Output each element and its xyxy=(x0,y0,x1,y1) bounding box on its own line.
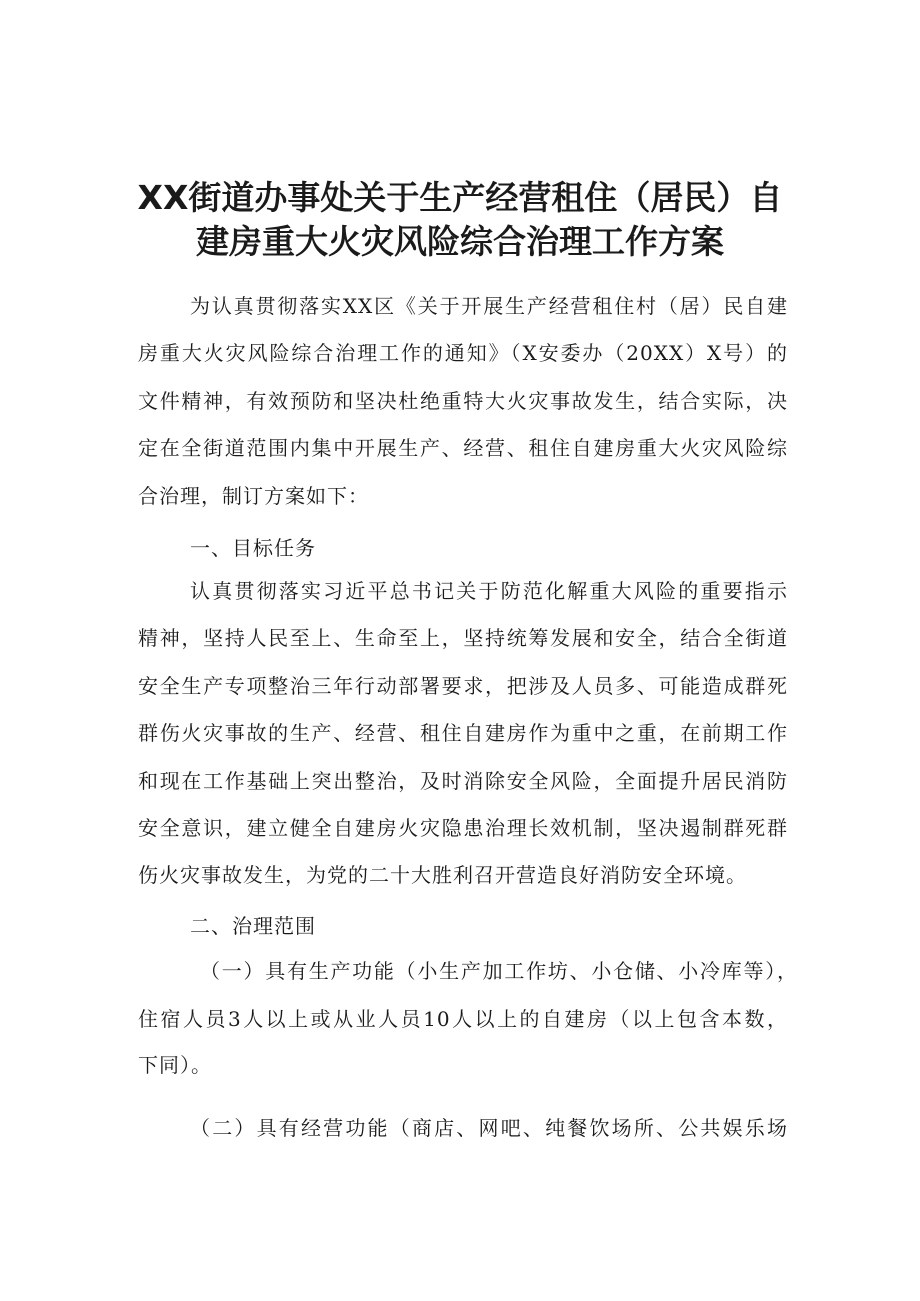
intro-paragraph-line: 文件精神，有效预防和坚决杜绝重特大火灾事故发生，结合实际，决 xyxy=(138,389,788,413)
section1-paragraph-line: 安全生产专项整治三年行动部署要求，把涉及人员多、可能造成群死 xyxy=(138,674,788,698)
section1-paragraph-line: 和现在工作基础上突出整治，及时消除安全风险，全面提升居民消防 xyxy=(138,769,788,793)
section1-paragraph-line: 群伤火灾事故的生产、经营、租住自建房作为重中之重，在前期工作 xyxy=(138,721,788,745)
intro-paragraph-line: 定在全街道范围内集中开展生产、经营、租住自建房重大火灾风险综 xyxy=(138,436,788,460)
document-title-line-1: XX街道办事处关于生产经营租住（居民）自 xyxy=(137,178,783,217)
section1-paragraph-line: 认真贯彻落实习近平总书记关于防范化解重大风险的重要指示 xyxy=(190,579,788,603)
scope-item-2-line: （二）具有经营功能（商店、网吧、纯餐饮场所、公共娱乐场 xyxy=(190,1116,788,1140)
scope-item-1-line: 住宿人员3人以上或从业人员10人以上的自建房（以上包含本数， xyxy=(138,1007,788,1031)
section1-paragraph-line: 伤火灾事故发生，为党的二十大胜利召开营造良好消防安全环境。 xyxy=(138,863,747,887)
intro-paragraph-line: 房重大火灾风险综合治理工作的通知》（X安委办（20XX）X号）的 xyxy=(138,341,788,365)
scope-item-1-line: （一）具有生产功能（小生产加工作坊、小仓储、小冷库等）， xyxy=(200,959,798,983)
section-heading-goals: 一、目标任务 xyxy=(190,536,316,560)
section-heading-scope: 二、治理范围 xyxy=(190,914,316,938)
intro-paragraph-line: 为认真贯彻落实XX区《关于开展生产经营租住村（居）民自建 xyxy=(190,294,788,318)
section1-paragraph-line: 安全意识，建立健全自建房火灾隐患治理长效机制，坚决遏制群死群 xyxy=(138,816,788,840)
scope-item-1-line: 下同）。 xyxy=(138,1053,212,1077)
intro-paragraph-line: 合治理，制订方案如下： xyxy=(138,484,369,508)
section1-paragraph-line: 精神，坚持人民至上、生命至上，坚持统筹发展和安全，结合全街道 xyxy=(138,626,788,650)
document-title-line-2: 建房重大火灾风险综合治理工作方案 xyxy=(196,222,724,261)
